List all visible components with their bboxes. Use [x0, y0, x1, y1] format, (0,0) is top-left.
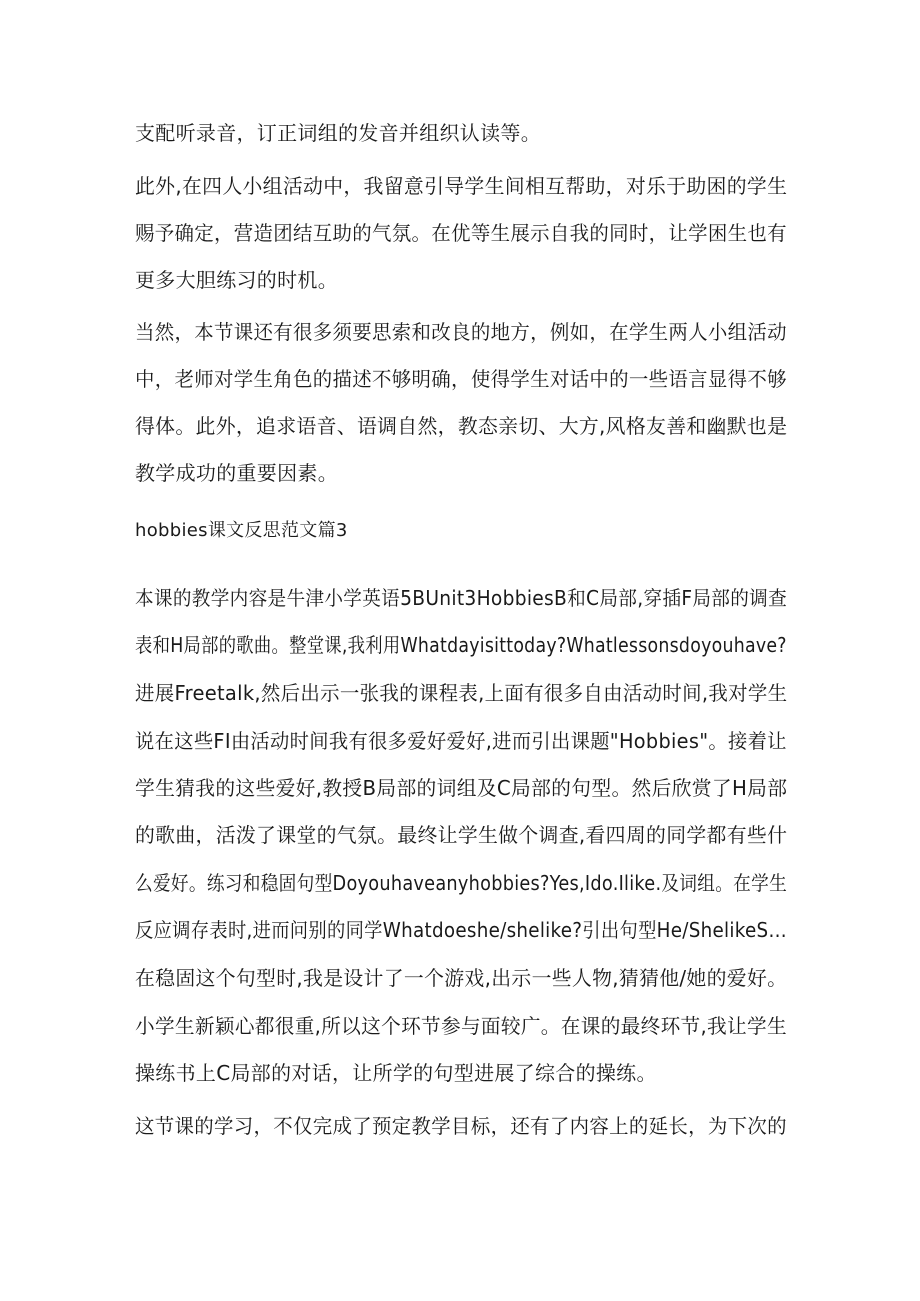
paragraph-line: 中，老师对学生角色的描述不够明确，使得学生对话中的一些语言显得不够	[135, 367, 787, 391]
paragraph-line: 进展Freetalk,然后出示一张我的课程表,上面有很多自由活动时间,我对学生	[135, 681, 788, 705]
paragraph-line: 本课的教学内容是牛津小学英语5BUnit3HobbiesB和C局部,穿插F局部的调查	[135, 586, 788, 610]
paragraph-line: 支配听录音，订正词组的发音并组织认读等。	[135, 121, 541, 145]
paragraph-line: 赐予确定，营造团结互助的气氛。在优等生展示自我的同时，让学困生也有	[135, 221, 787, 245]
paragraph-line: 当然，本节课还有很多须要思索和改良的地方，例如，在学生两人小组活动	[135, 320, 787, 344]
paragraph-line: 说在这些FI由活动时间我有很多爱好爱好,进而引出课题"Hobbies"。接着让	[135, 729, 787, 753]
paragraph-line: 反应调存表时,进而问别的同学Whatdoeshe/shelike?引出句型He/ShelikeS…	[135, 918, 788, 942]
paragraph-line: 在稳固这个句型时,我是设计了一个游戏,出示一些人物,猜猜他/她的爱好。	[135, 966, 788, 990]
paragraph-line: 表和H局部的歌曲。整堂课,我利用Whatdayisittoday?Whatlessonsdoyouhave?	[135, 633, 787, 657]
paragraph-line: 得体。此外，追求语音、语调自然，教态亲切、大方,风格友善和幽默也是	[135, 414, 788, 438]
paragraph-line: 更多大胆练习的时机。	[135, 268, 338, 292]
paragraph-line: 操练书上C局部的对话，让所学的句型进展了综合的操练。	[135, 1061, 657, 1085]
paragraph-line: 学生猜我的这些爱好,教授B局部的词组及C局部的句型。然后欣赏了H局部	[135, 776, 788, 800]
paragraph-line: 这节课的学习，不仅完成了预定教学目标，还有了内容上的延长，为下次的	[135, 1114, 787, 1138]
paragraph-line: 么爱好。练习和稳固句型Doyouhaveanyhobbies?Yes,Ido.Ilike.及词组。在学生	[135, 871, 788, 895]
paragraph-line: 小学生新颖心都很重,所以这个环节参与面较广。在课的最终环节,我让学生	[135, 1014, 787, 1038]
paragraph-line: 此外,在四人小组活动中，我留意引导学生间相互帮助，对乐于助困的学生	[135, 174, 788, 198]
paragraph-line: 的歌曲，活泼了课堂的气氛。最终让学生做个调查,看四周的同学都有些什	[135, 823, 788, 847]
section-heading: hobbies课文反思范文篇3	[135, 520, 348, 541]
paragraph-line: 教学成功的重要因素。	[135, 461, 338, 485]
